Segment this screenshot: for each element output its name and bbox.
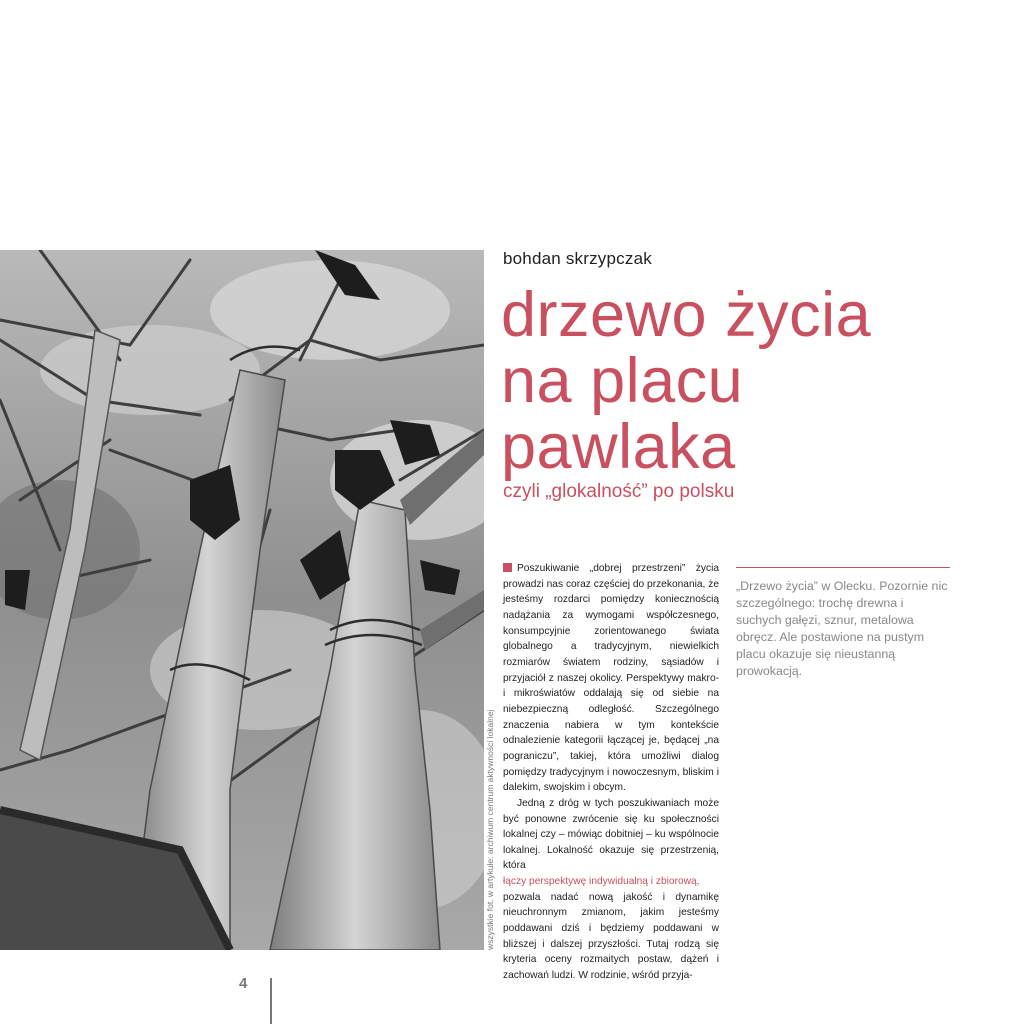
photo-caption: „Drzewo życia” w Olecku. Pozornie nic szczególnego: trochę drewna i suchych gałęzi, sznur, metalowa obręcz. Ale postawione na pustym placu okazuje się nieustanną prowokacją. bbox=[736, 579, 948, 678]
photo-credit: wszystkie fot. w artykule: archiwum centrum aktywności lokalnej bbox=[485, 709, 495, 950]
square-bullet-icon bbox=[503, 563, 512, 572]
title-line: na placu bbox=[501, 346, 744, 416]
author-name: bohdan skrzypczak bbox=[503, 249, 652, 268]
title-line: drzewo życia bbox=[501, 280, 872, 350]
page-number-divider bbox=[270, 978, 272, 1024]
body-column bbox=[503, 561, 719, 984]
body-paragraph bbox=[503, 561, 719, 796]
page-number: 4 bbox=[239, 975, 248, 992]
paragraph-text: Poszukiwanie „dobrej przestrzeni” życia prowadzi nas coraz częściej do przekonania, że jesteśmy rozdarci pomiędzy koniecznością nadążania za wymogami współczesnego, konsumpcyjnie zorientowanego świata globalnego a tradycyjnym, niewielkich rozmiarów światem rodziny, sąsiadów i przyjaciół z naszej okolicy. Perspektywy makro- i mikroświatów oddalają się od siebie na niebezpieczną odległość. Szczególnego znaczenia nabiera w tym kontekście odnalezienie kategorii łączącej je, będącej „na pograniczu”, takiej, która umożliwi dialog pomiędzy tradycyjnym i nowoczesnym, bliskim i dalekim, swojskim i obcym. bbox=[503, 563, 719, 794]
pull-quote: łączy perspektywę indywidualną i zbiorową, bbox=[503, 876, 700, 888]
caption-divider bbox=[736, 567, 950, 568]
body-paragraph: pozwala nadać nową jakość i dynamikę nieuchronnym zmianom, jakim jesteśmy poddawani dziś i będziemy poddawani w bliższej i dalszej przyszłości. Tutaj rodzą się kryteria oceny rozmaitych postaw, dążeń i zachowań ludzi. W rodzinie, wśród przyja- bbox=[503, 891, 719, 982]
article-title bbox=[501, 282, 1001, 480]
tree-photo-illustration bbox=[0, 250, 484, 950]
article-subtitle: czyli „glokalność” po polsku bbox=[503, 481, 735, 502]
body-paragraph: Jedną z dróg w tych poszukiwaniach może być ponowne zwrócenie się ku społeczności lokalnej czy – mówiąc dobitniej – ku wspólnocie lokalnej. Lokalność okazuje się przestrzenią, która bbox=[503, 797, 719, 872]
article-photo bbox=[0, 250, 484, 950]
title-line: pawlaka bbox=[501, 412, 736, 482]
